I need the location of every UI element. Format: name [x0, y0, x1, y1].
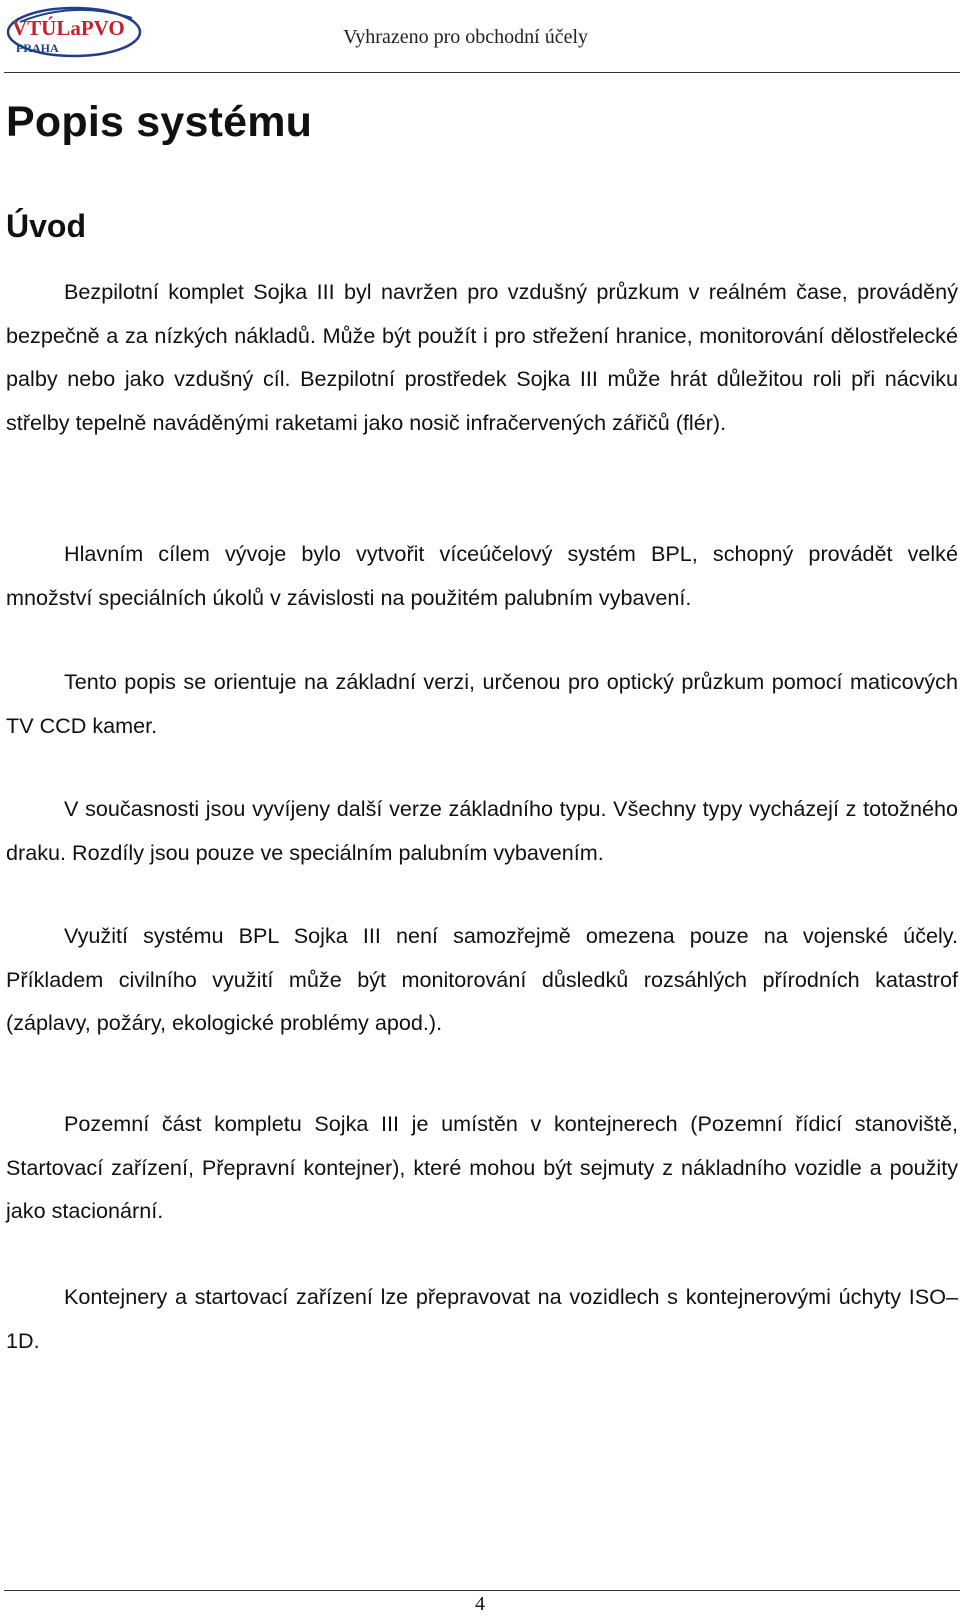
- paragraph-intro: [6, 270, 958, 444]
- vtulapvo-logo: [4, 2, 144, 62]
- paragraph-transport: [6, 1275, 958, 1362]
- paragraph: Využití systému BPL Sojka III není samozřejmě omezena pouze na vojenské účely. Příkladem civilního využití může být monitorování důsledků rozsáhlých přírodních katastrof (záplavy, požáry, ekologické problémy apod.).: [6, 923, 958, 1035]
- paragraph-versions: [6, 787, 958, 874]
- section-heading: Úvod: [6, 208, 86, 244]
- paragraph: Kontejnery a startovací zařízení lze přepravovat na vozidlech s kontejnerovými úchyty ISO–1D.: [6, 1284, 958, 1353]
- paragraph-civil-use: [6, 914, 958, 1045]
- paragraph: Bezpilotní komplet Sojka III byl navržen pro vzdušný průzkum v reálném čase, prováděný bezpečně a za nízkých nákladů. Může být použít i pro střežení hranice, monitorování dělostřelecké palby nebo jako vzdušný cíl. Bezpilotní prostředek Sojka III může hrát důležitou roli při nácviku střelby tepelně naváděnými raketami jako nosič infračervených zářičů (flér).: [6, 279, 958, 435]
- paragraph: Tento popis se orientuje na základní verzi, určenou pro optický průzkum pomocí maticových TV CCD kamer.: [6, 669, 958, 738]
- header-note: Vyhrazeno pro obchodní účely: [343, 26, 588, 48]
- svg-text:VTÚLaPVO: VTÚLaPVO: [12, 16, 125, 40]
- paragraph: Hlavním cílem vývoje bylo vytvořit víceúčelový systém BPL, schopný provádět velké množství speciálních úkolů v závislosti na použitém palubním vybavení.: [6, 541, 958, 610]
- paragraph-ground-segment: [6, 1102, 958, 1233]
- paragraph: V současnosti jsou vyvíjeny další verze základního typu. Všechny typy vycházejí z totožného draku. Rozdíly jsou pouze ve speciálním palubním vybavením.: [6, 796, 958, 865]
- page-title: Popis systému: [6, 98, 313, 146]
- paragraph-goal: [6, 532, 958, 619]
- page-header: [0, 0, 960, 74]
- header-divider: [4, 72, 960, 73]
- page-number: 4: [475, 1593, 485, 1615]
- paragraph: Pozemní část kompletu Sojka III je umístěn v kontejnerech (Pozemní řídicí stanoviště, Startovací zařízení, Přepravní kontejner), které mohou být sejmuty z nákladního vozidle a použity jako stacionární.: [6, 1111, 958, 1223]
- footer-divider: [4, 1590, 960, 1591]
- svg-text:PRAHA: PRAHA: [16, 41, 59, 55]
- paragraph-scope: [6, 660, 958, 747]
